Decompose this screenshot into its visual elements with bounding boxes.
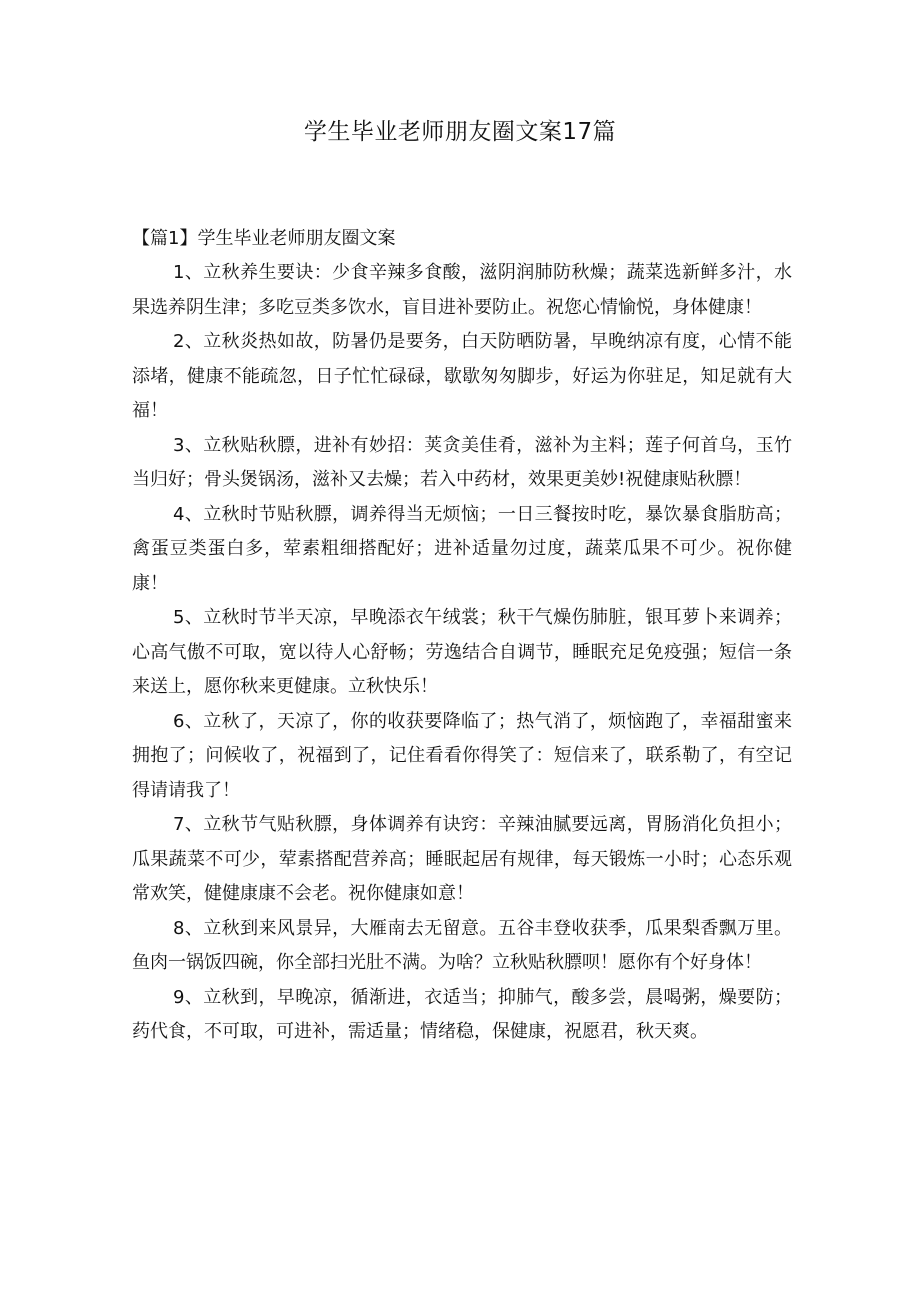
paragraph-1: 1、立秋养生要诀：少食辛辣多食酸，滋阴润肺防秋燥；蔬菜选新鲜多汁，水果选养阴生津；多吃豆类多饮水，盲目进补要防止。祝您心情愉悦，身体健康！ [132,262,792,318]
paragraph-8: 8、立秋到来风景异，大雁南去无留意。五谷丰登收获季，瓜果梨香飘万里。鱼肉一锅饭四碗，你全部扫光肚不满。为啥？立秋贴秋膘呗！愿你有个好身体！ [132,917,792,973]
paragraph-list [132,256,792,1050]
page-title: 学生毕业老师朋友圈文案17篇 [303,119,617,145]
paragraph-7: 7、立秋节气贴秋膘，身体调养有诀窍：辛辣油腻要远离，胃肠消化负担小；瓜果蔬菜不可少，荤素搭配营养高；睡眠起居有规律，每天锻炼一小时；心态乐观常欢笑，健健康康不会老。祝你健康如意！ [132,814,792,904]
paragraph-3: 3、立秋贴秋膘，进补有妙招：荚贪美佳肴，滋补为主料；莲子何首乌，玉竹当归好；骨头煲锅汤，滋补又去燥；若入中药材，效果更美妙!祝健康贴秋膘！ [132,434,792,490]
paragraph-6: 6、立秋了，天凉了，你的收获要降临了；热气消了，烦恼跑了，幸福甜蜜来拥抱了；问候收了，祝福到了，记住看看你得笑了：短信来了，联系勒了，有空记得请请我了！ [132,710,792,801]
section-1 [132,224,792,1050]
paragraph-5: 5、立秋时节半天凉，早晚添衣午绒裳；秋干气燥伤肺脏，银耳萝卜来调养；心高气傲不可取，宽以待人心舒畅；劳逸结合自调节，睡眠充足免疫强；短信一条来送上，愿你秋来更健康。立秋快乐！ [132,607,792,697]
section-heading: 【篇1】学生毕业老师朋友圈文案 [132,228,396,249]
paragraph-9: 9、立秋到，早晚凉，循渐进，衣适当；抑肺气，酸多尝，晨喝粥，燥要防；药代食，不可取，可进补，需适量；情绪稳，保健康，祝愿君，秋天爽。 [132,986,792,1042]
paragraph-4: 4、立秋时节贴秋膘，调养得当无烦恼；一日三餐按时吃，暴饮暴食脂肪高；禽蛋豆类蛋白多，荤素粗细搭配好；进补适量勿过度，蔬菜瓜果不可少。祝你健康！ [132,503,792,594]
paragraph-2: 2、立秋炎热如故，防暑仍是要务，白天防晒防暑，早晚纳凉有度，心情不能添堵，健康不能疏忽，日子忙忙碌碌，歇歇匆匆脚步，好运为你驻足，知足就有大福！ [132,331,792,421]
